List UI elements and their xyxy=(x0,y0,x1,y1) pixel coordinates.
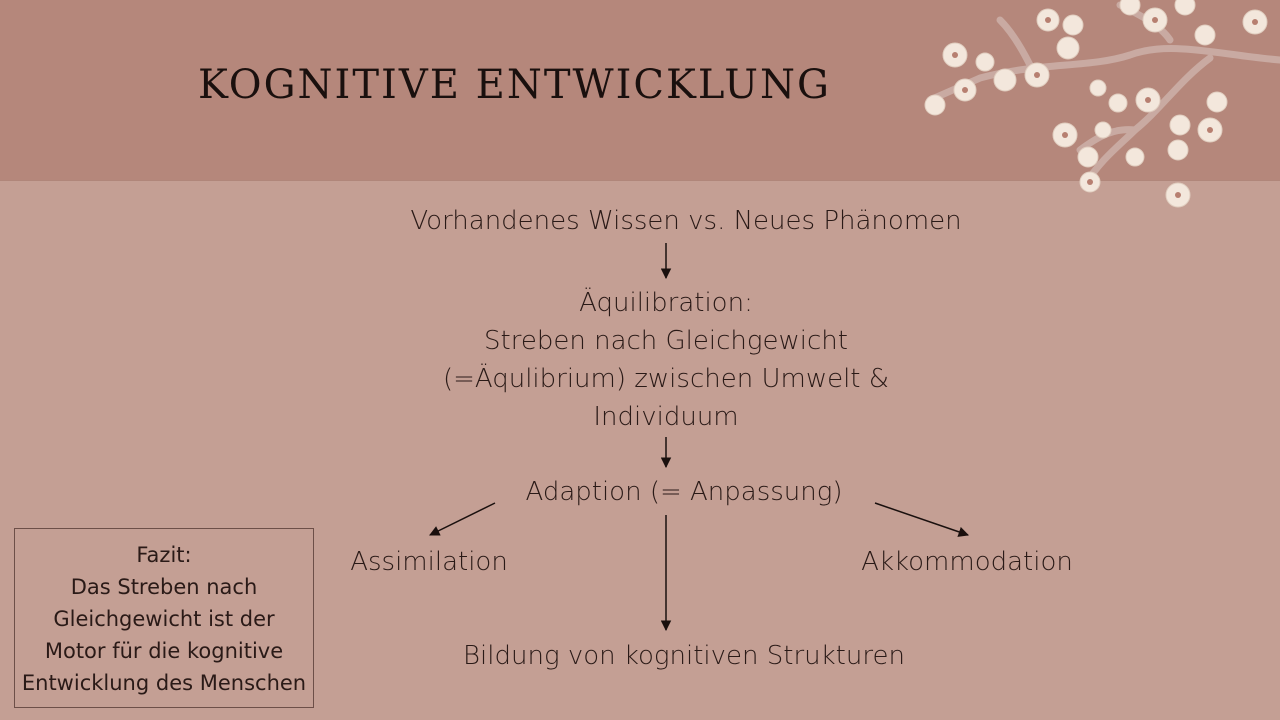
cherry-blossom-branch-icon xyxy=(920,0,1280,215)
fazit-line: Gleichgewicht ist der xyxy=(53,607,275,631)
fazit-line: Entwicklung des Menschen xyxy=(21,671,307,695)
node-adaption: Adaption (= Anpassung) xyxy=(525,477,843,507)
node-equilibration-line: Streben nach Gleichgewicht xyxy=(484,326,848,356)
node-equilibration-line: Individuum xyxy=(593,402,739,432)
node-equilibration-line: (=Äqulibrium) zwischen Umwelt & xyxy=(442,364,890,394)
node-equilibration-line: Äquilibration: xyxy=(579,288,753,318)
node-akkommodation: Akkommodation xyxy=(861,547,1073,577)
node-assimilation: Assimilation xyxy=(350,547,508,577)
node-cognitive-structures: Bildung von kognitiven Strukturen xyxy=(463,641,905,671)
slide-title: KOGNITIVE ENTWICKLUNG xyxy=(198,62,831,108)
node-equilibration xyxy=(386,284,946,436)
fazit-line: Fazit: xyxy=(136,543,192,567)
fazit-box xyxy=(14,528,314,708)
node-existing-knowledge: Vorhandenes Wissen vs. Neues Phänomen xyxy=(410,206,962,236)
fazit-line: Motor für die kognitive xyxy=(44,639,284,663)
fazit-line: Das Streben nach xyxy=(70,575,258,599)
